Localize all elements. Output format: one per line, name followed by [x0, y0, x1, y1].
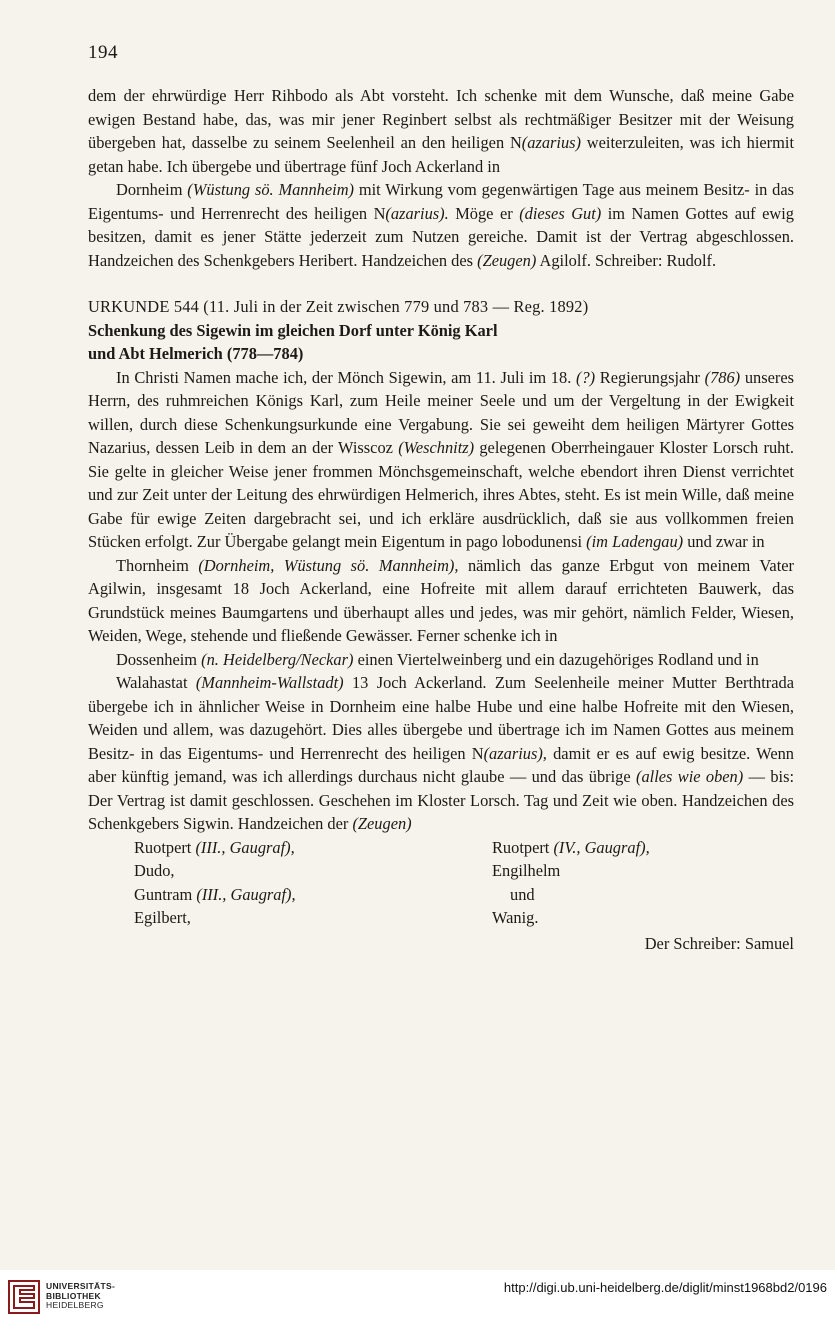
text-run: In Christi Namen mache ich, der Mönch Sigewin, am 11. Juli im 18. — [116, 367, 576, 387]
text-run: damit er es auf ewig besitze. Wenn aber künftig jemand, was ich allerdings durchaus nicht glaube — und das übrige — [88, 743, 794, 786]
witness-6: und — [510, 884, 535, 904]
page-number: 194 — [88, 42, 118, 63]
paragraph-4 — [88, 554, 794, 648]
text-run: weiterzuleiten, was ich hiermit getan habe. Ich übergebe und übertrage fünf Joch Ackerland in — [88, 133, 794, 176]
text-body — [88, 84, 794, 955]
witness-list — [134, 836, 794, 930]
document-heading: URKUNDE 544 (11. Juli in der Zeit zwischen 779 und 783 — Reg. 1892) — [88, 297, 589, 316]
library-name — [46, 1282, 115, 1311]
footer-bar — [0, 1270, 835, 1325]
paragraph-2 — [88, 178, 794, 272]
italic-note: (Zeugen) — [477, 250, 537, 270]
library-name-line: UNIVERSITÄTS- — [46, 1281, 116, 1291]
witness-note: (III., Gaugraf), — [196, 884, 296, 904]
text-run: gelegenen Oberrheingauer Kloster Lorsch ruht. Sie gelte in gleicher Weise jener frommen Mönchsgemeinschaft, welche ebendort ihren Dienst verrichtet und zur Zeit unter der Leitung des ehrwürdigen Helmerich, ihres Abtes, steht. Es ist mein Wille, daß meine Gabe für ewige Zeiten dargebracht sei, und ich erkläre ausdrücklich, daß sie aus vollkommen freien Stücken erfolgt. Zur Übergabe gelangt mein Eigentum in pago lobodunensi — [88, 438, 795, 551]
witness-name: Guntram — [134, 884, 197, 904]
text-run: im Namen Gottes auf ewig besitzen, damit es jener Stätte jederzeit zum Nutzen gereiche. Damit ist der Vertrag abgeschlossen. Handzeichen des Schenkgebers Heribert. Handzeichen des — [88, 203, 794, 270]
italic-note: (alles wie oben) — [636, 767, 744, 786]
italic-note: (im Ladengau) — [586, 532, 684, 551]
paragraph-6 — [88, 671, 794, 836]
text-run: Möge er — [448, 203, 520, 223]
scribe-line: Der Schreiber: Samuel — [644, 933, 794, 953]
italic-note: (Dornheim, Wüstung sö. Mannheim), — [198, 555, 459, 575]
italic-note: (n. Heidelberg/Neckar) — [201, 649, 354, 669]
text-run: Dornheim — [116, 180, 188, 199]
witness-note: (IV., Gaugraf), — [553, 837, 650, 857]
library-logo-icon — [8, 1280, 40, 1314]
permalink-url[interactable]: http://digi.ub.uni-heidelberg.de/diglit/minst1968bd2/0196 — [503, 1280, 827, 1295]
text-run: unseres Herrn, des ruhmreichen Königs Karl, zum Heile meiner Seele und um der Vergeltung in der Ewigkeit willen, durch diese Schenkungsurkunde eine Vergabung. Sie sei geweiht dem heiligen Märtyrer Gottes Nazarius, dessen Leib in dem an der Wisscoz — [88, 367, 794, 457]
text-run: nämlich das ganze Erbgut von meinem Vater Agilwin, insgesamt 18 Joch Ackerland, eine Hofreite mit allem darauf errichteten Bauwerk, das Grundstück meines Baumgartens und überhaupt alles und jedes, was mir gehört, nämlich Felder, Wiesen, Weiden, Wege, stehende und fließende Gewässer. Ferner schenke ich in — [88, 555, 794, 645]
witness-name: Ruotpert — [134, 837, 196, 857]
italic-note: (?) — [575, 367, 596, 387]
document-title-line-2: und Abt Helmerich (778—784) — [88, 344, 304, 363]
witness-name: Ruotpert — [492, 837, 554, 857]
italic-note: (azarius), — [483, 743, 547, 763]
witness-8: Wanig. — [492, 908, 539, 927]
document-title-line-1: Schenkung des Sigewin im gleichen Dorf unter König Karl — [88, 320, 498, 340]
witness-3: Dudo, — [134, 861, 175, 880]
italic-note: (Wüstung sö. Mannheim) — [187, 180, 354, 199]
italic-note: (786) — [704, 367, 741, 387]
library-name-line: BIBLIOTHEK — [46, 1290, 101, 1301]
witness-2 — [492, 836, 742, 860]
text-run: — bis: Der Vertrag ist damit geschlossen. Geschehen im Kloster Lorsch. Tag und Zeit wie oben. Handzeichen des Schenkgebers Sigwin. Handzeichen der — [88, 767, 795, 833]
text-run: 13 Joch Ackerland. Zum Seelenheile meiner Mutter Berthtrada übergebe ich in ähnlicher Weise in Dornheim eine halbe Hube und eine halbe Hofreite mit den Wiesen, Weiden und allem, was dazugehört. Dies alles übergebe und übertrage ich im Namen Gottes aus meinem Besitz- in das Eigentums- und Herrenrecht des heiligen N — [88, 673, 794, 763]
paragraph-3 — [88, 366, 794, 554]
text-run: Thornheim — [116, 555, 199, 575]
text-run: Regierungsjahr — [595, 367, 705, 387]
witness-4: Engilhelm — [492, 861, 561, 880]
text-run: und zwar in — [683, 532, 765, 551]
text-run: Walahastat — [116, 673, 196, 692]
italic-note: (dieses Gut) — [519, 203, 602, 223]
witness-7: Egilbert, — [134, 908, 191, 927]
text-run: einen Viertelweinberg und ein dazugehöriges Rodland und in — [353, 649, 759, 669]
italic-note: (Zeugen) — [352, 814, 412, 833]
paragraph-1 — [88, 84, 794, 178]
text-run: Agilolf. Schreiber: Rudolf. — [536, 250, 717, 270]
witness-5 — [134, 883, 464, 907]
witness-note: (III., Gaugraf), — [195, 837, 295, 857]
paragraph-5 — [88, 648, 794, 672]
italic-note: (azarius) — [521, 133, 581, 152]
italic-note: (Weschnitz) — [398, 438, 475, 457]
witness-1 — [134, 836, 464, 860]
italic-note: (azarius). — [385, 203, 449, 223]
text-run: Dossenheim — [116, 649, 202, 669]
text-run: dem der ehrwürdige Herr Rihbodo als Abt vorsteht. Ich schenke mit dem Wunsche, daß meine Gabe ewigen Bestand habe, das, was mir jener Reginbert selbst als rechtmäßiger Besitzer mit der Weisung übergeben hat, dasselbe zu seinem Seelenheil an den heiligen N — [88, 86, 794, 152]
italic-note: (Mannheim-Wallstadt) — [195, 673, 344, 692]
library-name-line: HEIDELBERG — [46, 1300, 104, 1310]
text-run: mit Wirkung vom gegenwärtigen Tage aus meinem Besitz- in das Eigentums- und Herrenrecht des heiligen N — [88, 180, 794, 223]
